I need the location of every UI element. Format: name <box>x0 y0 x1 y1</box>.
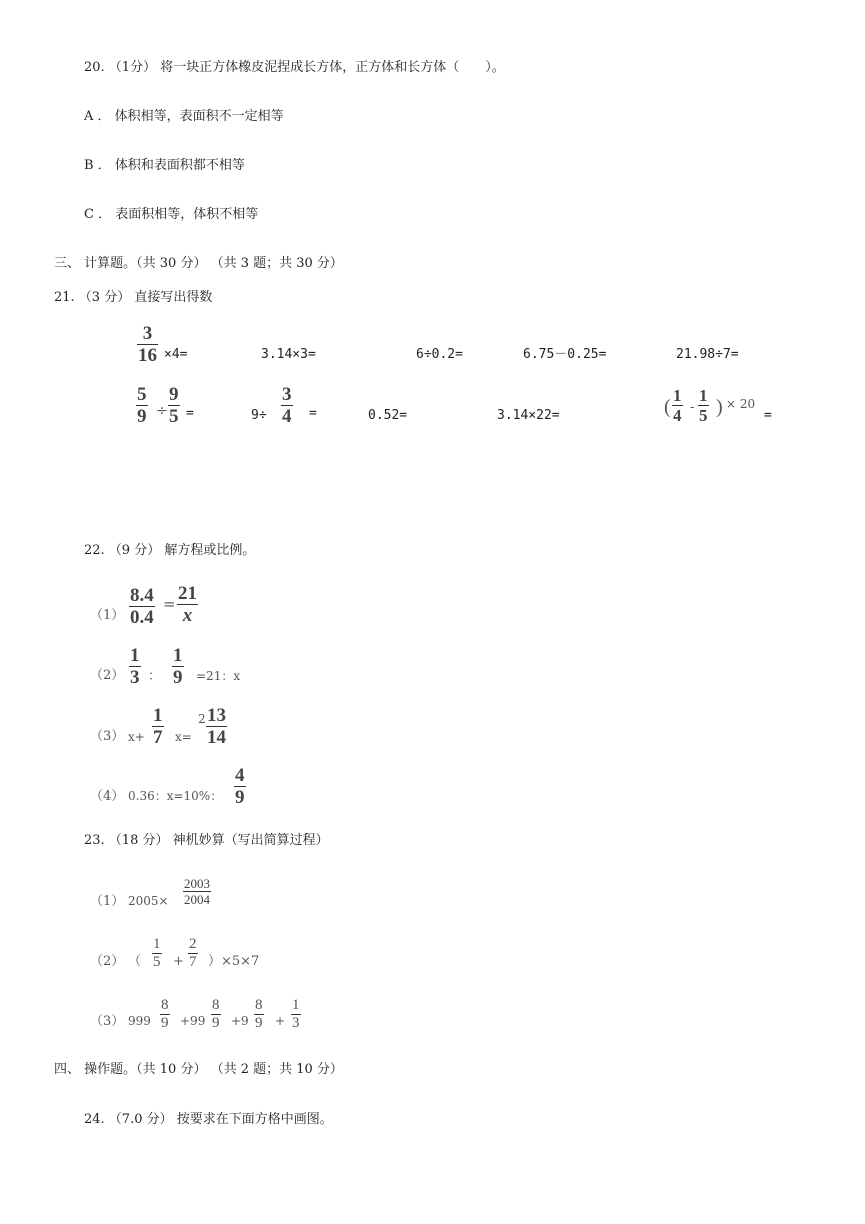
q21-row1-item3: 6÷0.2= <box>416 347 463 362</box>
expression-text: ）×5×7 <box>208 954 260 969</box>
q20-option-a: A ． 体积相等，表面积不一定相等 <box>84 109 284 124</box>
section-4-header: 四、 操作题。（共 10 分） （共 2 题；共 10 分） <box>54 1062 343 1077</box>
equals: = <box>764 408 772 423</box>
fraction: 1 4 <box>673 386 682 425</box>
part-label: （4） <box>90 789 125 804</box>
fraction: 8 9 <box>255 997 263 1031</box>
part-label: （1） <box>90 894 125 909</box>
part-label: （2） <box>90 954 125 969</box>
part-label: （1） <box>90 608 125 623</box>
part-label: （3） <box>90 729 125 744</box>
part-label: （3） <box>90 1014 125 1029</box>
fraction: 21 x <box>178 583 197 626</box>
equals: = <box>163 595 176 613</box>
q23-stem: 23. （18 分） 神机妙算（写出简算过程） <box>84 833 329 848</box>
q22-stem: 22. （9 分） 解方程或比例。 <box>84 543 256 558</box>
q21-row1-item4: 6.75－0.25= <box>523 347 607 362</box>
fraction: 3 4 <box>282 384 292 427</box>
q21-stem: 21. （3 分） 直接写出得数 <box>54 290 213 305</box>
expression-text: ×4= <box>164 347 188 362</box>
left-paren: （ <box>128 954 142 969</box>
q20-option-b: B ． 体积和表面积都不相等 <box>84 158 245 173</box>
expression-text: +99 <box>180 1014 206 1028</box>
fraction: 1 5 <box>153 936 161 970</box>
expression-text: 9÷ <box>251 408 267 423</box>
q21-row2-item3: 0.52= <box>368 408 408 423</box>
fraction: 1 7 <box>153 705 163 748</box>
ratio-separator: ： <box>148 669 162 684</box>
q24-stem: 24. （7.0 分） 按要求在下面方格中画图。 <box>84 1112 333 1127</box>
left-paren: ( <box>664 396 671 418</box>
expression-text: x= <box>175 730 192 744</box>
equals: = <box>309 406 317 421</box>
fraction: 8 9 <box>161 997 169 1031</box>
fraction: 8 9 <box>212 997 220 1031</box>
right-paren: ) <box>716 396 723 418</box>
fraction: 3 16 <box>138 323 157 366</box>
fraction: 1 3 <box>130 645 140 688</box>
expression-text: =21：x <box>196 669 241 683</box>
section-3-header: 三、 计算题。（共 30 分） （共 3 题；共 30 分） <box>54 256 343 271</box>
whole-number: 2 <box>198 712 206 726</box>
operator: ÷ <box>156 403 168 419</box>
expression-text: 0.36：x=10%： <box>128 789 223 803</box>
fraction: 9 5 <box>169 384 179 427</box>
q20-option-c: C ． 表面积相等，体积不相等 <box>84 207 259 222</box>
q21-row2-item4: 3.14×22= <box>497 408 560 423</box>
q21-row1-item5: 21.98÷7= <box>676 347 739 362</box>
operator: - <box>690 400 695 415</box>
expression-text: × 20 <box>726 397 756 411</box>
expression-text: 2005× <box>128 894 169 908</box>
part-label: （2） <box>90 668 125 683</box>
fraction: 13 14 <box>207 705 226 748</box>
fraction: 2003 2004 <box>184 876 210 907</box>
q20-stem: 20. （1分） 将一块正方体橡皮泥捏成长方体，正方体和长方体（ ）。 <box>84 60 505 75</box>
operator: + <box>275 1014 286 1028</box>
fraction: 1 3 <box>292 997 300 1031</box>
expression-text: x+ <box>128 730 145 744</box>
q21-row1-item2: 3.14×3= <box>261 347 316 362</box>
fraction: 1 9 <box>173 645 183 688</box>
fraction: 1 5 <box>699 386 708 425</box>
fraction: 4 9 <box>235 765 245 808</box>
expression-text: 999 <box>128 1014 151 1028</box>
fraction: 5 9 <box>137 384 147 427</box>
operator: + <box>173 954 184 969</box>
fraction: 2 7 <box>189 936 197 970</box>
equals: = <box>186 406 194 421</box>
expression-text: +9 <box>231 1014 249 1028</box>
fraction: 8.4 0.4 <box>130 585 154 628</box>
